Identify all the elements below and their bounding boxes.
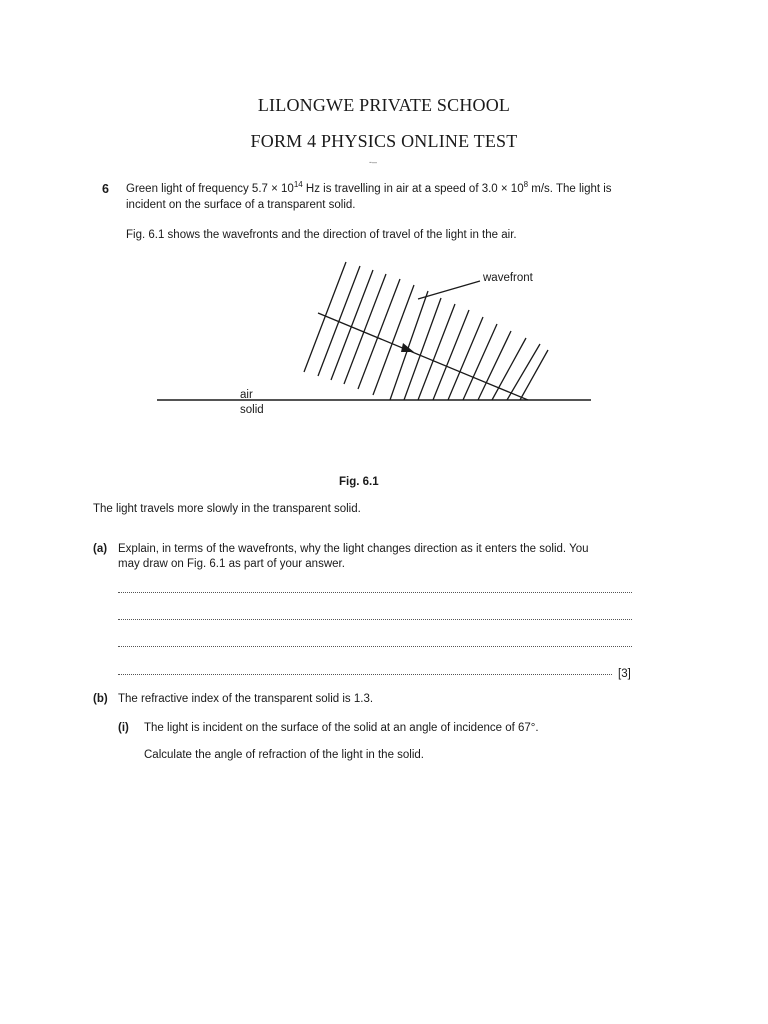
school-name: LILONGWE PRIVATE SCHOOL xyxy=(257,95,511,115)
part-b-i-task: Calculate the angle of refraction of the light in the solid. xyxy=(144,749,425,761)
wavefront-line xyxy=(492,338,526,400)
figure-caption: Fig. 6.1 xyxy=(339,476,379,488)
part-a-line1: Explain, in terms of the wavefronts, why the light changes direction as it enters the solid. You xyxy=(118,543,589,555)
question-number: 6 xyxy=(102,182,109,196)
part-b-label: (b) xyxy=(93,693,108,705)
figure-intro: Fig. 6.1 shows the wavefronts and the direction of travel of the light in the air. xyxy=(126,229,517,241)
answer-line-2[interactable] xyxy=(118,619,632,620)
wavefront-line xyxy=(463,324,497,400)
test-title: FORM 4 PHYSICS ONLINE TEST xyxy=(250,131,518,151)
wavefront-pointer xyxy=(418,281,480,299)
question-intro-line2: incident on the surface of a transparent solid. xyxy=(126,199,356,211)
wavefront-line xyxy=(358,279,400,389)
label-solid: solid xyxy=(240,404,264,416)
wavefront-line xyxy=(448,317,483,400)
stray-mark: -– xyxy=(369,157,378,167)
part-a-line2: may draw on Fig. 6.1 as part of your answer. xyxy=(118,558,345,570)
statement-slower: The light travels more slowly in the transparent solid. xyxy=(93,503,361,515)
part-b-text: The refractive index of the transparent solid is 1.3. xyxy=(118,693,374,705)
answer-line-4[interactable] xyxy=(118,674,612,675)
wavefront-line xyxy=(478,331,511,400)
answer-line-1[interactable] xyxy=(118,592,632,593)
part-a-marks: [3] xyxy=(618,668,631,680)
wavefront-line xyxy=(520,350,548,400)
answer-line-3[interactable] xyxy=(118,646,632,647)
wavefront-line xyxy=(433,310,469,400)
wavefront-line xyxy=(373,285,414,395)
direction-arrowhead xyxy=(401,343,414,352)
wavefront-line xyxy=(418,304,455,400)
part-b-i-label: (i) xyxy=(118,722,129,734)
question-intro-line1: Green light of frequency $5.7 \times 10^{14}$ Hz is travelling in air at a speed of $3.0 \times 10^8$ m/s. The light is xyxy=(126,180,612,195)
part-a-label: (a) xyxy=(93,543,108,555)
label-wavefront: wavefront xyxy=(483,272,533,284)
part-b-i-text: The light is incident on the surface of the solid at an angle of incidence of 67°. xyxy=(144,722,539,734)
label-air: air xyxy=(240,389,253,401)
